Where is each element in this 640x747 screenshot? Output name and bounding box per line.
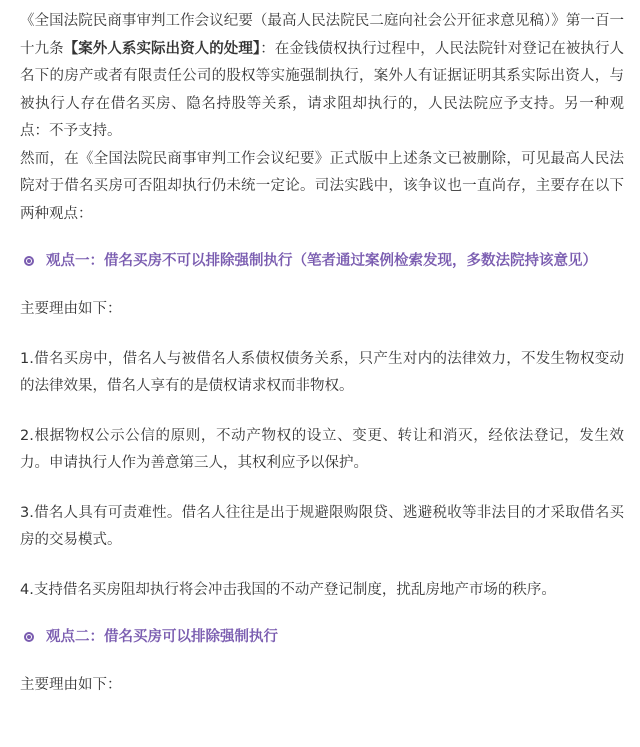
view1-reason-4: 4.支持借名买房阻却执行将会冲击我国的不动产登记制度，扰乱房地产市场的秩序。	[20, 581, 556, 598]
view1-reasons-label: 主要理由如下：	[20, 301, 122, 317]
intro-text-before: 《全国法院民商事审判工作会议纪要（最高人民法院民二庭向社会公开征求意见稿）》第一百一十九条	[20, 13, 624, 57]
intro-paragraph-1	[20, 8, 624, 146]
circle-bullet-icon	[24, 256, 34, 266]
view2-heading	[20, 624, 624, 650]
view1-heading-text: 观点一：借名买房不可以排除强制执行（笔者通过案例检索发现，多数法院持该意见）	[46, 252, 597, 269]
circle-bullet-icon	[24, 632, 34, 642]
view1-reason-2: 2.根据物权公示公信的原则，不动产物权的设立、变更、转让和消灭，经依法登记，发生效力。申请执行人作为善意第三人，其权利应予以保护。	[20, 427, 624, 471]
article-title-bold: 【案外人系实际出资人的处理】	[63, 40, 261, 57]
view1-heading	[20, 248, 624, 274]
view2-reasons-label: 主要理由如下：	[20, 677, 122, 693]
view1-reason-3: 3.借名人具有可责难性。借名人往往是出于规避限购限贷、逃避税收等非法目的才采取借名买房的交易模式。	[20, 504, 624, 548]
view2-heading-text: 观点二：借名买房可以排除强制执行	[46, 628, 278, 645]
intro-text-after: ：在金钱债权执行过程中，人民法院针对登记在被执行人名下的房产或者有限责任公司的股权等实施强制执行，案外人有证据证明其系实际出资人，与被执行人存在借名买房、隐名持股等关系，请求阻却执行的，人民法院应予支持。另一种观点：不予支持。	[20, 40, 625, 139]
intro-paragraph-2: 然而，在《全国法院民商事审判工作会议纪要》正式版中上述条文已被删除，可见最高人民法院对于借名买房可否阻却执行仍未统一定论。司法实践中，该争议也一直尚存，主要存在以下两种观点：	[20, 150, 624, 222]
view1-reason-1: 1.借名买房中，借名人与被借名人系债权债务关系，只产生对内的法律效力，不发生物权变动的法律效果，借名人享有的是债权请求权而非物权。	[20, 350, 624, 394]
